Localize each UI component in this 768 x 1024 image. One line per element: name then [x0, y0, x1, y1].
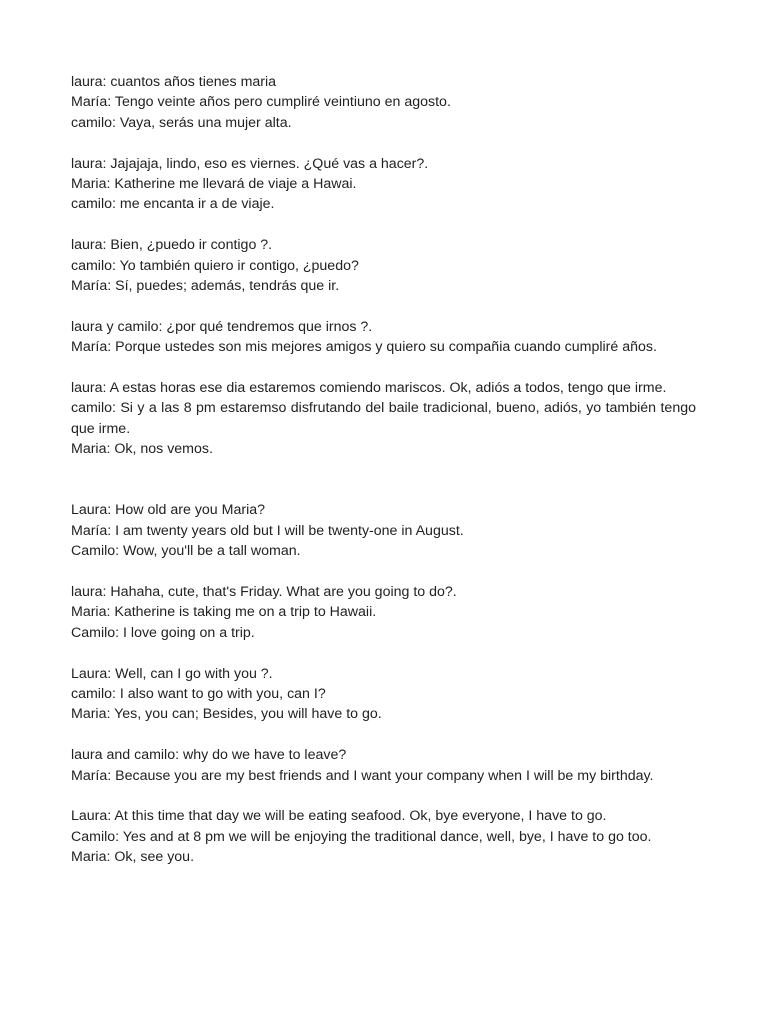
dialogue-line: camilo: me encanta ir a de viaje.: [71, 196, 275, 213]
dialogue-line: María: Because you are my best friends and I want your company when I will be my birthday.: [71, 767, 654, 784]
dialogue-line: laura: Jajajaja, lindo, eso es viernes. ¿Qué vas a hacer?.: [71, 155, 429, 172]
dialogue-line: laura: cuantos años tienes maria: [71, 74, 277, 90]
dialogue-line: laura: Bien, ¿puedo ir contigo ?.: [71, 237, 273, 254]
dialogue-line: Camilo: Yes and at 8 pm we will be enjoying the traditional dance, well, bye, I have to go too.: [71, 828, 652, 845]
dialogue-line: camilo: Yo también quiero ir contigo, ¿puedo?: [71, 257, 359, 274]
dialogue-line: Camilo: I love going on a trip.: [71, 624, 255, 641]
dialogue-line: María: Sí, puedes; además, tendrás que ir.: [71, 278, 340, 295]
dialogue-line: Maria: Katherine me llevará de viaje a Hawai.: [71, 176, 357, 193]
dialogue-line: camilo: Si y a las 8 pm estaremso disfrutando del baile tradicional, bueno, adiós, yo también tengo que irme.: [71, 400, 696, 437]
english-exchange-2: [71, 582, 696, 643]
spanish-exchange-1: [71, 72, 696, 133]
dialogue-line: Laura: How old are you Maria?: [71, 502, 265, 519]
dialogue-line: laura: Hahaha, cute, that's Friday. What are you going to do?.: [71, 584, 457, 601]
dialogue-line: María: Porque ustedes son mis mejores amigos y quiero su compañia cuando cumpliré años.: [71, 339, 657, 356]
english-exchange-4: [71, 745, 696, 786]
dialogue-line: laura and camilo: why do we have to leave?: [71, 747, 347, 764]
dialogue-line: Camilo: Wow, you'll be a tall woman.: [71, 543, 301, 560]
english-exchange-3: [71, 664, 696, 725]
dialogue-line: Maria: Katherine is taking me on a trip to Hawaii.: [71, 604, 377, 621]
dialogue-line: Laura: At this time that day we will be eating seafood. Ok, bye everyone, I have to go.: [71, 808, 607, 825]
dialogue-line: María: Tengo veinte años pero cumpliré veintiuno en agosto.: [71, 94, 451, 111]
dialogue-text: [71, 72, 696, 888]
dialogue-line: laura: A estas horas ese dia estaremos comiendo mariscos. Ok, adiós a todos, tengo que irme.: [71, 380, 667, 397]
dialogue-line: Laura: Well, can I go with you ?.: [71, 665, 273, 682]
spanish-exchange-2: [71, 154, 696, 215]
dialogue-line: camilo: Vaya, serás una mujer alta.: [71, 114, 292, 131]
spanish-exchange-3: [71, 235, 696, 296]
dialogue-line: Maria: Yes, you can; Besides, you will have to go.: [71, 706, 382, 723]
dialogue-line: Maria: Ok, see you.: [71, 849, 195, 866]
spanish-exchange-4: [71, 317, 696, 358]
dialogue-line: María: I am twenty years old but I will be twenty-one in August.: [71, 522, 464, 539]
dialogue-line: laura y camilo: ¿por qué tendremos que irnos ?.: [71, 318, 373, 335]
english-exchange-5: [71, 806, 696, 867]
dialogue-line: camilo: I also want to go with you, can I?: [71, 686, 326, 703]
dialogue-line: Maria: Ok, nos vemos.: [71, 441, 213, 458]
spanish-exchange-5: [71, 378, 696, 460]
english-exchange-1: [71, 500, 696, 561]
